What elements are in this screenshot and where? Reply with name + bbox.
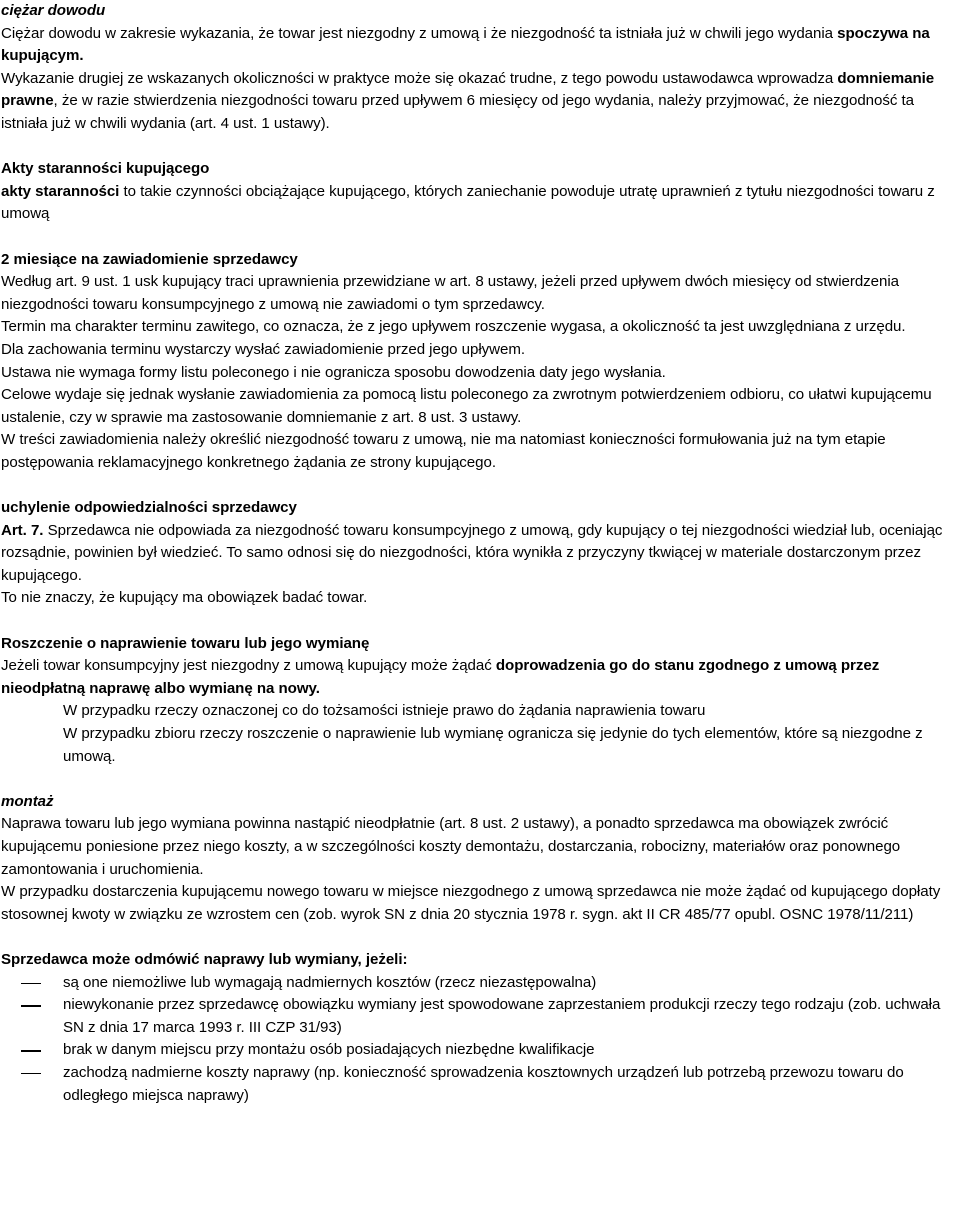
dash-bullet-icon xyxy=(21,983,41,985)
diligence-bold-term: akty staranności xyxy=(1,182,120,200)
exclusion-note: To nie znaczy, że kupujący ma obowiązek badać towar. xyxy=(1,589,368,607)
assembly-heading: montaż xyxy=(1,792,54,810)
spacer xyxy=(1,136,957,159)
repair-indented-line: W przypadku zbioru rzeczy roszczenie o naprawienie lub wymianę ogranicza się jedynie do tych elementów, które są niezgodne z umową. xyxy=(63,725,923,765)
repair-text: Jeżeli towar konsumpcyjny jest niezgodny z umową kupujący może żądać xyxy=(1,657,496,675)
burden-p2-text-1: Wykazanie drugiej ze wskazanych okoliczności w praktyce może się okazać trudne, z tego powodu ustawodawca wprowadza xyxy=(1,69,838,87)
list-item xyxy=(1,972,957,995)
exclusion-article xyxy=(1,520,957,588)
refusal-heading: Sprzedawca może odmówić naprawy lub wymiany, jeżeli: xyxy=(1,950,408,968)
burden-paragraph-2 xyxy=(1,68,957,136)
repair-bold: doprowadzenia go do stanu zgodnego z umową przez nieodpłatną naprawę albo wymianę na nowy. xyxy=(1,657,880,697)
burden-p1-text: Ciężar dowodu w zakresie wykazania, że towar jest niezgodny z umową i że niezgodność ta istniała już w chwili jego wydania xyxy=(1,24,838,42)
burden-paragraph-1 xyxy=(1,23,957,68)
notice-heading: 2 miesiące na zawiadomienie sprzedawcy xyxy=(1,250,298,268)
list-item-text: brak w danym miejscu przy montażu osób posiadających niezbędne kwalifikacje xyxy=(63,1041,595,1059)
spacer xyxy=(1,926,957,949)
repair-indented-line: W przypadku rzeczy oznaczonej co do tożsamości istnieje prawo do żądania naprawienia towaru xyxy=(63,702,706,720)
assembly-line: Naprawa towaru lub jego wymiana powinna nastąpić nieodpłatnie (art. 8 ust. 2 ustawy), a ponadto sprzedawca ma obowiązek zwrócić kupującemu poniesione przez niego koszty, a w szczególności koszty demontażu, dostarczania, robocizny, materiałów oraz ponownego zamontowania i uruchomienia. xyxy=(1,815,901,878)
notice-line: Celowe wydaje się jednak wysłanie zawiadomienia za pomocą listu poleconego za zwrotnym potwierdzeniem odbioru, co ułatwi kupującemu ustalenie, czy w sprawie ma zastosowanie domniemanie z art. 8 ust. 3 ustawy. xyxy=(1,386,932,426)
burden-p2-bold: domniemanie prawne xyxy=(1,69,935,110)
document-page xyxy=(1,0,957,1107)
notice-line: Według art. 9 ust. 1 usk kupujący traci uprawnienia przewidziane w art. 8 ustawy, jeżeli przed upływem dwóch miesięcy od stwierdzenia niezgodności towaru konsumpcyjnego z umową nie zawiadomi o tym sprzedawcy. xyxy=(1,273,899,313)
diligence-paragraph xyxy=(1,181,957,226)
burden-heading: ciężar dowodu xyxy=(1,2,106,19)
list-item-text: zachodzą nadmierne koszty naprawy (np. konieczność sprowadzenia kosztownych urządzeń lub potrzebą przewozu towaru do odległego miejsca naprawy) xyxy=(63,1063,904,1104)
diligence-heading: Akty staranności kupującego xyxy=(1,160,210,178)
refusal-list xyxy=(1,972,957,1108)
notice-line: Dla zachowania terminu wystarczy wysłać zawiadomienie przed jego upływem. xyxy=(1,340,526,358)
spacer xyxy=(1,610,957,633)
article-text: Sprzedawca nie odpowiada za niezgodność towaru konsumpcyjnego z umową, gdy kupujący o tej niezgodności wiedział lub, oceniając rozsądnie, powinien był wiedzieć. To samo odnosi się do niezgodności, która wynikła z przyczyny tkwiącej w materiale dostarczonym przez kupującego. xyxy=(1,521,943,584)
assembly-line: W przypadku dostarczenia kupującemu nowego towaru w miejsce niezgodnego z umową sprzedawca nie może żądać od kupującego dopłaty stosownej kwoty w związku ze wzrostem cen (zob. wyrok SN z dnia 20 stycznia 1978 r. sygn. akt II CR 485/77 opubl. OSNC 1978/11/211) xyxy=(1,883,941,923)
exclusion-heading: uchylenie odpowiedzialności sprzedawcy xyxy=(1,499,297,517)
notice-line: W treści zawiadomienia należy określić niezgodność towaru z umową, nie ma natomiast konieczności formułowania już na tym etapie postępowania reklamacyjnego konkretnego żądania ze strony kupującego. xyxy=(1,431,886,471)
list-item-text: niewykonanie przez sprzedawcę obowiązku wymiany jest spowodowane zaprzestaniem produkcji rzeczy tego rodzaju (zob. uchwała SN z dnia 17 marca 1993 r. III CZP 31/93) xyxy=(63,996,941,1036)
spacer xyxy=(1,226,957,249)
dash-bullet-icon xyxy=(21,1050,41,1052)
list-item xyxy=(1,994,957,1039)
spacer xyxy=(1,474,957,497)
diligence-text: to takie czynności obciążające kupującego, których zaniechanie powoduje utratę uprawnień z tytułu niezgodności towaru z umową xyxy=(1,182,935,223)
list-item xyxy=(1,1039,957,1062)
burden-p2-text-2: , że w razie stwierdzenia niezgodności towaru przed upływem 6 miesięcy od jego wydania, należy przyjmować, że niezgodność ta istniała już w chwili wydania (art. 4 ust. 1 ustawy). xyxy=(1,92,914,132)
repair-heading: Roszczenie o naprawienie towaru lub jego wymianę xyxy=(1,634,370,652)
dash-bullet-icon xyxy=(21,1073,41,1075)
repair-paragraph xyxy=(1,655,957,700)
notice-line: Ustawa nie wymaga formy listu poleconego i nie ogranicza sposobu dowodzenia daty jego wysłania. xyxy=(1,363,666,381)
spacer xyxy=(1,768,957,791)
article-label: Art. 7. xyxy=(1,521,44,539)
list-item-text: są one niemożliwe lub wymagają nadmiernych kosztów (rzecz niezastępowalna) xyxy=(63,973,597,991)
notice-line: Termin ma charakter terminu zawitego, co oznacza, że z jego upływem roszczenie wygasa, a okoliczność ta jest uwzględniana z urzędu. xyxy=(1,318,906,336)
list-item xyxy=(1,1062,957,1107)
burden-p1-bold: spoczywa na kupującym. xyxy=(1,24,930,65)
dash-bullet-icon xyxy=(21,1005,41,1007)
